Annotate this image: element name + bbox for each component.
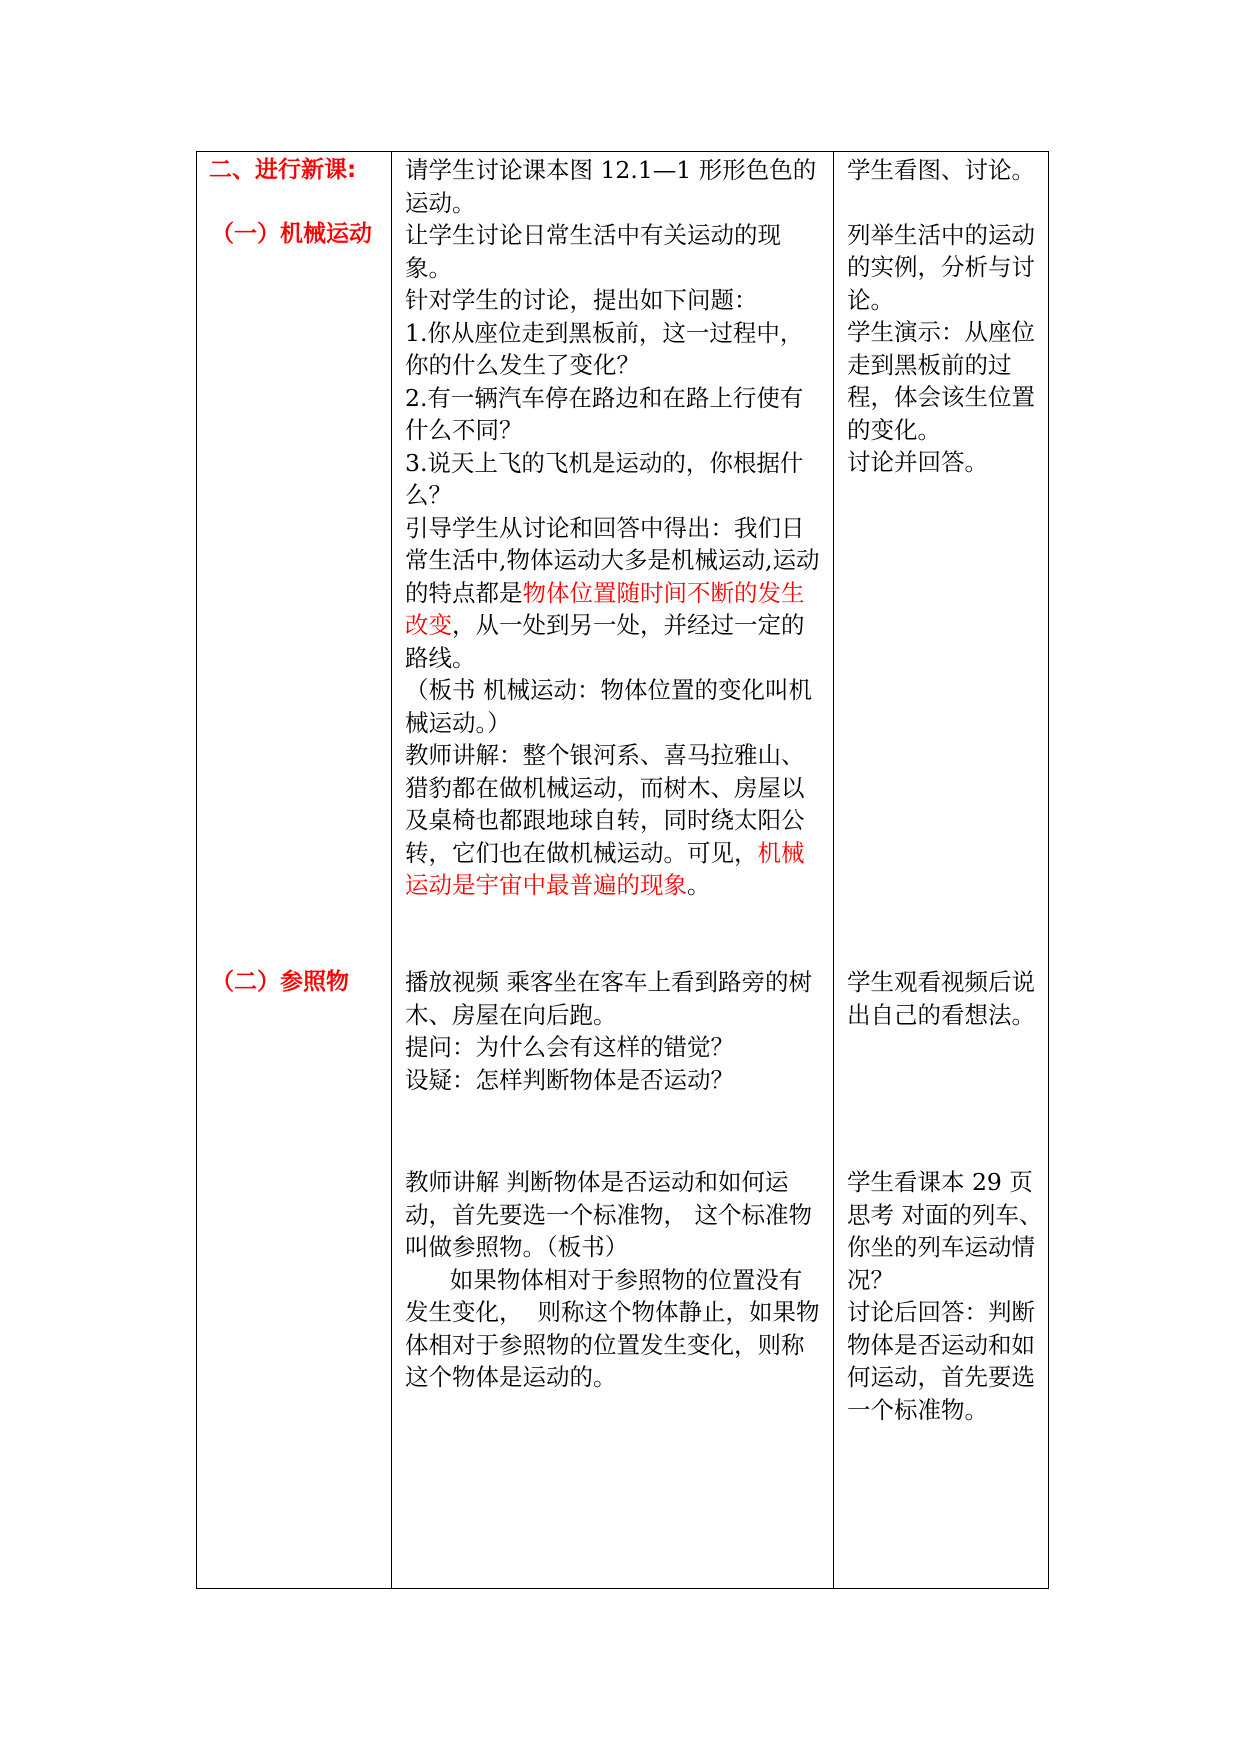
- student-line: 学生看课本 29 页: [847, 1168, 1033, 1196]
- student-line: 思考 对面的列车、你坐的列车运动情况？: [847, 1200, 1043, 1294]
- teacher-line: 2.有一辆汽车停在路边和在路上行使有什么不同？: [405, 383, 804, 444]
- explanation-text-end: 。: [687, 871, 711, 899]
- student-line: 学生看图、讨论。: [847, 156, 1035, 184]
- lesson-table: [196, 151, 1049, 1589]
- teacher-line: 如果物体相对于参照物的位置没有发生变化， 则称这个物体静止，如果物体相对于参照物的位置发生变化，则称这个物体是运动的。: [405, 1265, 820, 1391]
- student-line: 列举生活中的运动的实例，分析与讨论。: [847, 220, 1035, 314]
- conclusion-highlight: 物体位置随时间不断的发生改变: [405, 578, 805, 639]
- heading-main: 二、进行新课:: [209, 157, 357, 183]
- heading-mechanical-motion: （一）机械运动: [211, 221, 372, 247]
- student-block-3: [847, 1166, 1043, 1426]
- student-block-2: [847, 966, 1043, 1031]
- teacher-line: 播放视频 乘客坐在客车上看到路旁的树木、房屋在向后跑。: [405, 968, 812, 1029]
- teacher-line: 教师讲解 判断物体是否运动和如何运动，首先要选一个标准物， 这个标准物叫做参照物。（板书）: [405, 1168, 812, 1261]
- explanation-text: 教师讲解：整个银河系、喜马拉雅山、猎豹都在做机械运动，而树木、房屋以及桌椅也都跟地球自转，同时绕太阳公转，它们也在做机械运动。可见，: [405, 741, 805, 867]
- teacher-line: 1.你从座位走到黑板前，这一过程中，你的什么发生了变化？: [405, 318, 804, 379]
- teacher-line: 3.说天上飞的飞机是运动的，你根据什么？: [405, 448, 804, 509]
- conclusion-text-end: ，从一处到另一处，并经过一定的路线。: [405, 611, 805, 672]
- teacher-block-1: [405, 154, 825, 902]
- teacher-line: 设疑：怎样判断物体是否运动？: [405, 1065, 734, 1094]
- teacher-block-3: [405, 1166, 825, 1394]
- teacher-line: 让学生讨论日常生活中有关运动的现象。: [405, 221, 781, 282]
- teacher-block-2: [405, 966, 825, 1096]
- student-line: 学生观看视频后说出自己的看想法。: [847, 968, 1035, 1029]
- teacher-line: 针对学生的讨论，提出如下问题：: [405, 286, 758, 314]
- conclusion-text: 引导学生从讨论和回答中得出：我们日常生活中,物体运动大多是机械运动,运动的特点都是: [405, 513, 820, 607]
- teacher-line: 请学生讨论课本图 12.1—1 形形色色的运动。: [405, 156, 817, 217]
- teacher-line: 提问：为什么会有这样的错觉？: [405, 1033, 734, 1061]
- student-line: 讨论后回答：判断物体是否运动和如何运动，首先要选一个标准物。: [847, 1298, 1035, 1424]
- column-divider-2: [833, 152, 834, 1588]
- teacher-explanation: [405, 739, 825, 902]
- explanation-highlight: 机械运动是宇宙中最普遍的现象: [405, 838, 805, 899]
- student-line: 讨论并回答。: [847, 448, 988, 476]
- student-block-1: [847, 154, 1043, 479]
- column-divider-1: [391, 152, 392, 1588]
- teacher-conclusion: [405, 512, 825, 675]
- student-line: 学生演示：从座位走到黑板前的过程，体会该生位置的变化。: [847, 318, 1035, 444]
- teacher-board-note: （板书 机械运动：物体位置的变化叫机械运动。）: [405, 676, 812, 737]
- heading-reference-object: （二）参照物: [211, 969, 349, 995]
